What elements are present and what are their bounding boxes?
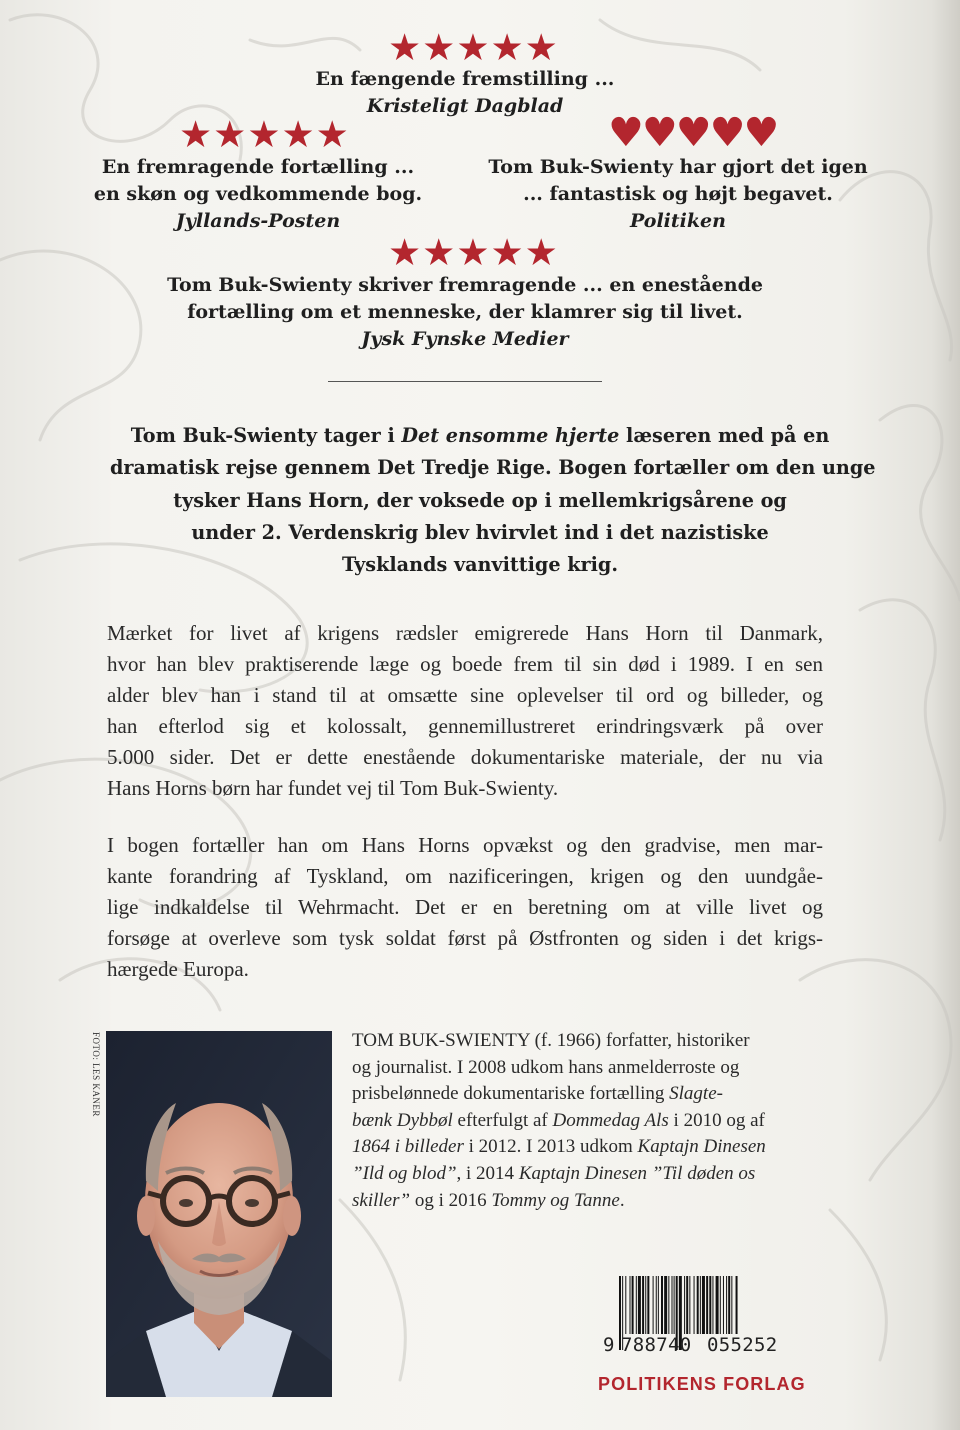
bio-line-3: prisbelønnede dokumentariske fortælling Slagte- bbox=[352, 1083, 723, 1105]
isbn-right-digits: 055252 bbox=[707, 1334, 778, 1356]
barcode-bar bbox=[706, 1276, 708, 1334]
barcode-bar bbox=[656, 1276, 657, 1334]
barcode-bar bbox=[723, 1276, 724, 1334]
paragraph-1-line: hvor han blev praktiserende læge og boede frem til sin død i 1989. I en sen bbox=[107, 652, 823, 676]
barcode-bar bbox=[697, 1276, 699, 1334]
paragraph-1-line: 5.000 sider. Det er dette enestående dokumentariske materiale, der nu via bbox=[107, 745, 823, 769]
barcode-bar bbox=[702, 1276, 705, 1334]
barcode-bar bbox=[668, 1276, 669, 1334]
review-2-source: Jyllands-Posten bbox=[175, 210, 341, 232]
paragraph-1-line: alder blev han i stand til at omsætte sine oplevelser til ord og billeder, og bbox=[107, 683, 823, 707]
isbn-lead-digit: 9 bbox=[603, 1334, 615, 1356]
barcode-bar bbox=[661, 1276, 663, 1334]
photo-credit: FOTO: LES KANER bbox=[91, 1032, 101, 1117]
barcode-bar bbox=[636, 1276, 637, 1334]
barcode-bar bbox=[700, 1276, 701, 1334]
paragraph-2-line: forsøge at overleve som tysk soldat først på Østfronten og siden i det krigs- bbox=[107, 926, 823, 950]
review-3 bbox=[478, 154, 878, 235]
review-2-quote-line-2: en skøn og vedkommende bog. bbox=[93, 183, 423, 205]
publisher-logo: POLITIKENS FORLAG bbox=[598, 1374, 806, 1394]
barcode-bar bbox=[658, 1276, 659, 1334]
barcode-bar bbox=[630, 1276, 631, 1334]
barcode-bar bbox=[726, 1276, 727, 1334]
intro-line-4: under 2. Verdenskrig blev hvirvlet ind i det nazistiske bbox=[191, 520, 769, 544]
barcode-bar bbox=[674, 1276, 675, 1334]
body-paragraph-1 bbox=[107, 618, 823, 804]
review-4 bbox=[160, 272, 770, 353]
intro-blurb bbox=[110, 420, 876, 581]
review-4-source: Jysk Fynske Medier bbox=[361, 328, 569, 350]
review-2-rating-stars: ★★★★★ bbox=[179, 113, 350, 156]
paragraph-2-line: I bogen fortæller han om Hans Horns opvækst og den gradvise, men mar- bbox=[107, 833, 823, 857]
barcode-bar bbox=[645, 1276, 646, 1334]
author-photo bbox=[106, 1031, 332, 1397]
review-3-quote-line-1: Tom Buk-Swienty har gjort det igen bbox=[488, 156, 868, 178]
review-4-rating-stars: ★★★★★ bbox=[388, 231, 559, 274]
intro-line-1: Tom Buk-Swienty tager i Det ensomme hjerte læseren med på en bbox=[130, 424, 830, 447]
bio-line-5: 1864 i billeder i 2012. I 2013 udkom Kaptajn Dinesen bbox=[352, 1136, 766, 1158]
review-1-source: Kristeligt Dagblad bbox=[366, 95, 564, 117]
review-3-rating-hearts: ♥♥♥♥♥ bbox=[608, 110, 778, 156]
bio-line-6: ”Ild og blod”, i 2014 Kaptajn Dinesen ”Til døden os bbox=[352, 1162, 756, 1184]
barcode-bar bbox=[728, 1276, 730, 1334]
review-2-quote-line-1: En fremragende fortælling ... bbox=[101, 156, 415, 178]
intro-line-2: dramatisk rejse gennem Det Tredje Rige. Bogen fortæller om den unge bbox=[110, 456, 876, 480]
paragraph-1-line: Hans Horns børn har fundet vej til Tom Buk-Swienty. bbox=[107, 776, 559, 800]
barcode-bar bbox=[664, 1276, 667, 1334]
barcode-bar bbox=[712, 1276, 713, 1334]
section-divider bbox=[328, 381, 602, 382]
paragraph-2-line: lige indkaldelse til Wehrmacht. Det er en beretning om at ville livet og bbox=[107, 895, 823, 919]
book-title: Det ensomme hjerte bbox=[401, 424, 620, 447]
paragraph-1-line: han efterlod sig et kolossalt, gennemillustreret erindringsværk på over bbox=[107, 714, 823, 738]
barcode-bar bbox=[672, 1276, 673, 1334]
paragraph-1-line: Mærket for livet af krigens rædsler emigrerede Hans Horn til Danmark, bbox=[107, 621, 823, 645]
intro-line-3: tysker Hans Horn, der voksede op i mellemkrigsårene og bbox=[173, 488, 787, 512]
barcode-bar bbox=[625, 1276, 626, 1334]
barcode-bar bbox=[632, 1276, 634, 1334]
paragraph-2-line: hærgede Europa. bbox=[107, 957, 249, 981]
bio-line-1: TOM BUK-SWIENTY (f. 1966) forfatter, historiker bbox=[352, 1030, 750, 1051]
barcode-bar bbox=[716, 1276, 719, 1334]
barcode-bar bbox=[686, 1276, 688, 1334]
review-1-quote: En fængende fremstilling ... bbox=[315, 68, 615, 90]
isbn-left-digits: 788740 bbox=[621, 1334, 692, 1356]
review-1 bbox=[265, 66, 665, 120]
barcode-bar bbox=[720, 1276, 721, 1334]
barcode-bar bbox=[736, 1276, 738, 1334]
review-2 bbox=[66, 154, 450, 235]
review-3-quote-line-2: ... fantastisk og højt begavet. bbox=[523, 183, 833, 205]
bio-line-2: og journalist. I 2008 udkom hans anmelderroste og bbox=[352, 1056, 740, 1078]
review-1-rating-stars: ★★★★★ bbox=[388, 26, 559, 69]
bio-line-4: bænk Dybbøl efterfulgt af Dommedag Als i 2010 og af bbox=[352, 1109, 765, 1131]
review-3-source: Politiken bbox=[630, 210, 726, 232]
author-bio bbox=[352, 1028, 812, 1214]
barcode-bar bbox=[638, 1276, 641, 1334]
isbn-number bbox=[603, 1334, 793, 1360]
barcode-bar bbox=[642, 1276, 644, 1334]
barcode-bar bbox=[689, 1276, 690, 1334]
review-4-quote-line-2: fortælling om et menneske, der klamrer sig til livet. bbox=[187, 301, 743, 323]
paragraph-2-line: kante forandring af Tyskland, om nazificeringen, krigen og den uundgåe- bbox=[107, 864, 823, 888]
intro-line-5: Tysklands vanvittige krig. bbox=[341, 553, 619, 577]
barcode-bar bbox=[731, 1276, 732, 1334]
body-paragraph-2 bbox=[107, 830, 823, 985]
author-portrait-illustration bbox=[106, 1031, 332, 1397]
bio-line-7: skiller” og i 2016 Tommy og Tanne. bbox=[352, 1189, 625, 1211]
barcode-bar bbox=[694, 1276, 695, 1334]
barcode-bar bbox=[653, 1276, 654, 1334]
review-4-quote-line-1: Tom Buk-Swienty skriver fremragende ... en enestående bbox=[167, 274, 763, 296]
barcode-bar bbox=[684, 1276, 685, 1334]
barcode-bar bbox=[647, 1276, 649, 1334]
barcode-bar bbox=[709, 1276, 711, 1334]
